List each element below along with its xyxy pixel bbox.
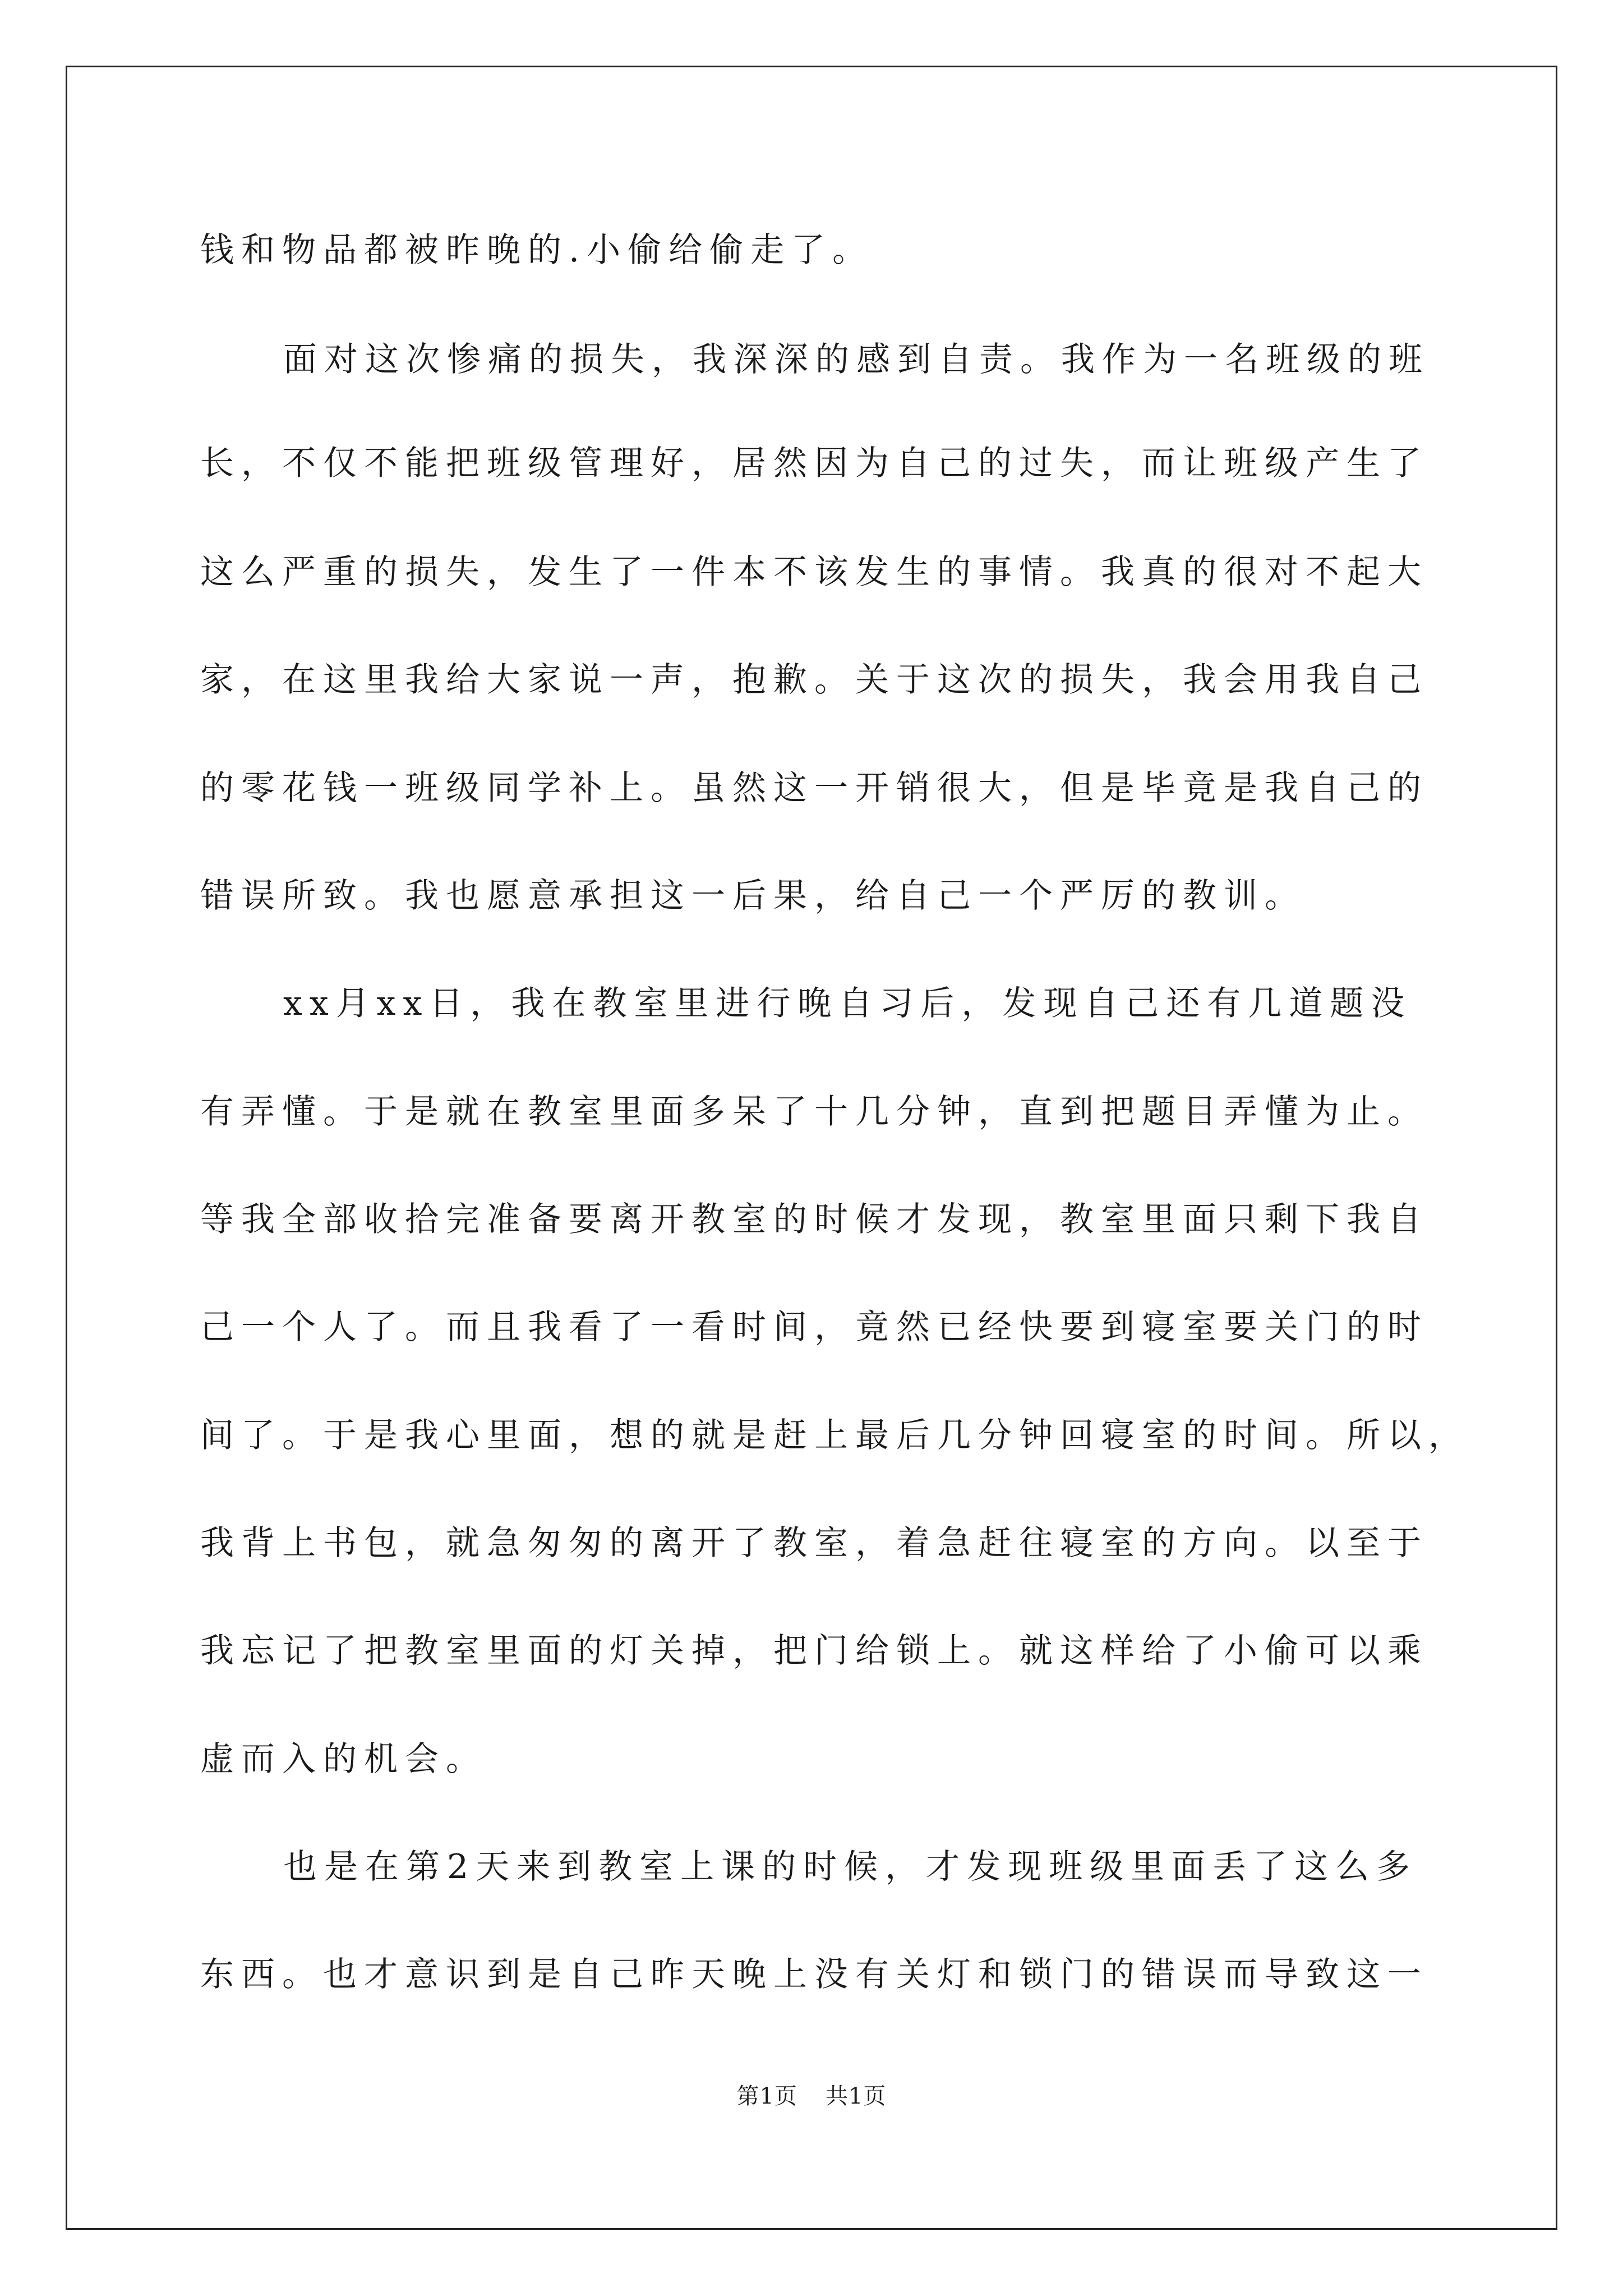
text-line: 间了。于是我心里面，想的就是赶上最后几分钟回寝室的时间。所以， <box>200 1416 1469 1455</box>
page-number: 第1页 <box>736 2083 797 2109</box>
text-line: 东西。也才意识到是自己昨天晚上没有关灯和锁门的错误而导致这一 <box>200 1955 1428 1994</box>
text-line: 的零花钱一班级同学补上。虽然这一开销很大，但是毕竟是我自己的 <box>200 769 1428 808</box>
text-line: 有弄懂。于是就在教室里面多呆了十几分钟，直到把题目弄懂为止。 <box>200 1092 1428 1131</box>
paragraph-first-line: 面对这次惨痛的损失，我深深的感到自责。我作为一名班级的班 <box>283 340 1430 379</box>
text-line: 我背上书包，就急匆匆的离开了教室，着急赶往寝室的方向。以至于 <box>200 1524 1428 1563</box>
text-line: 错误所致。我也愿意承担这一后果，给自己一个严厉的教训。 <box>200 876 1306 915</box>
text-line: 钱和物品都被昨晚的.小偷给偷走了。 <box>200 231 874 270</box>
text-line: 这么严重的损失，发生了一件本不该发生的事情。我真的很对不起大 <box>200 553 1428 592</box>
page-footer <box>0 2082 1623 2110</box>
text-line: 等我全部收拾完准备要离开教室的时候才发现，教室里面只剩下我自 <box>200 1200 1428 1239</box>
text-line: 己一个人了。而且我看了一看时间，竟然已经快要到寝室要关门的时 <box>200 1308 1428 1347</box>
text-line: 家，在这里我给大家说一声，抱歉。关于这次的损失，我会用我自己 <box>200 660 1428 700</box>
page-border <box>66 66 1557 2230</box>
text-line: 长，不仅不能把班级管理好，居然因为自己的过失，而让班级产生了 <box>200 444 1428 483</box>
text-line: 我忘记了把教室里面的灯关掉，把门给锁上。就这样给了小偷可以乘 <box>200 1631 1428 1671</box>
text-line: 虚而入的机会。 <box>200 1740 487 1779</box>
paragraph-first-line: 也是在第2天来到教室上课的时候，才发现班级里面丢了这么多 <box>283 1847 1418 1887</box>
page-total: 共1页 <box>826 2083 887 2109</box>
paragraph-first-line: xx月xx日，我在教室里进行晚自习后，发现自己还有几道题没 <box>283 984 1412 1023</box>
